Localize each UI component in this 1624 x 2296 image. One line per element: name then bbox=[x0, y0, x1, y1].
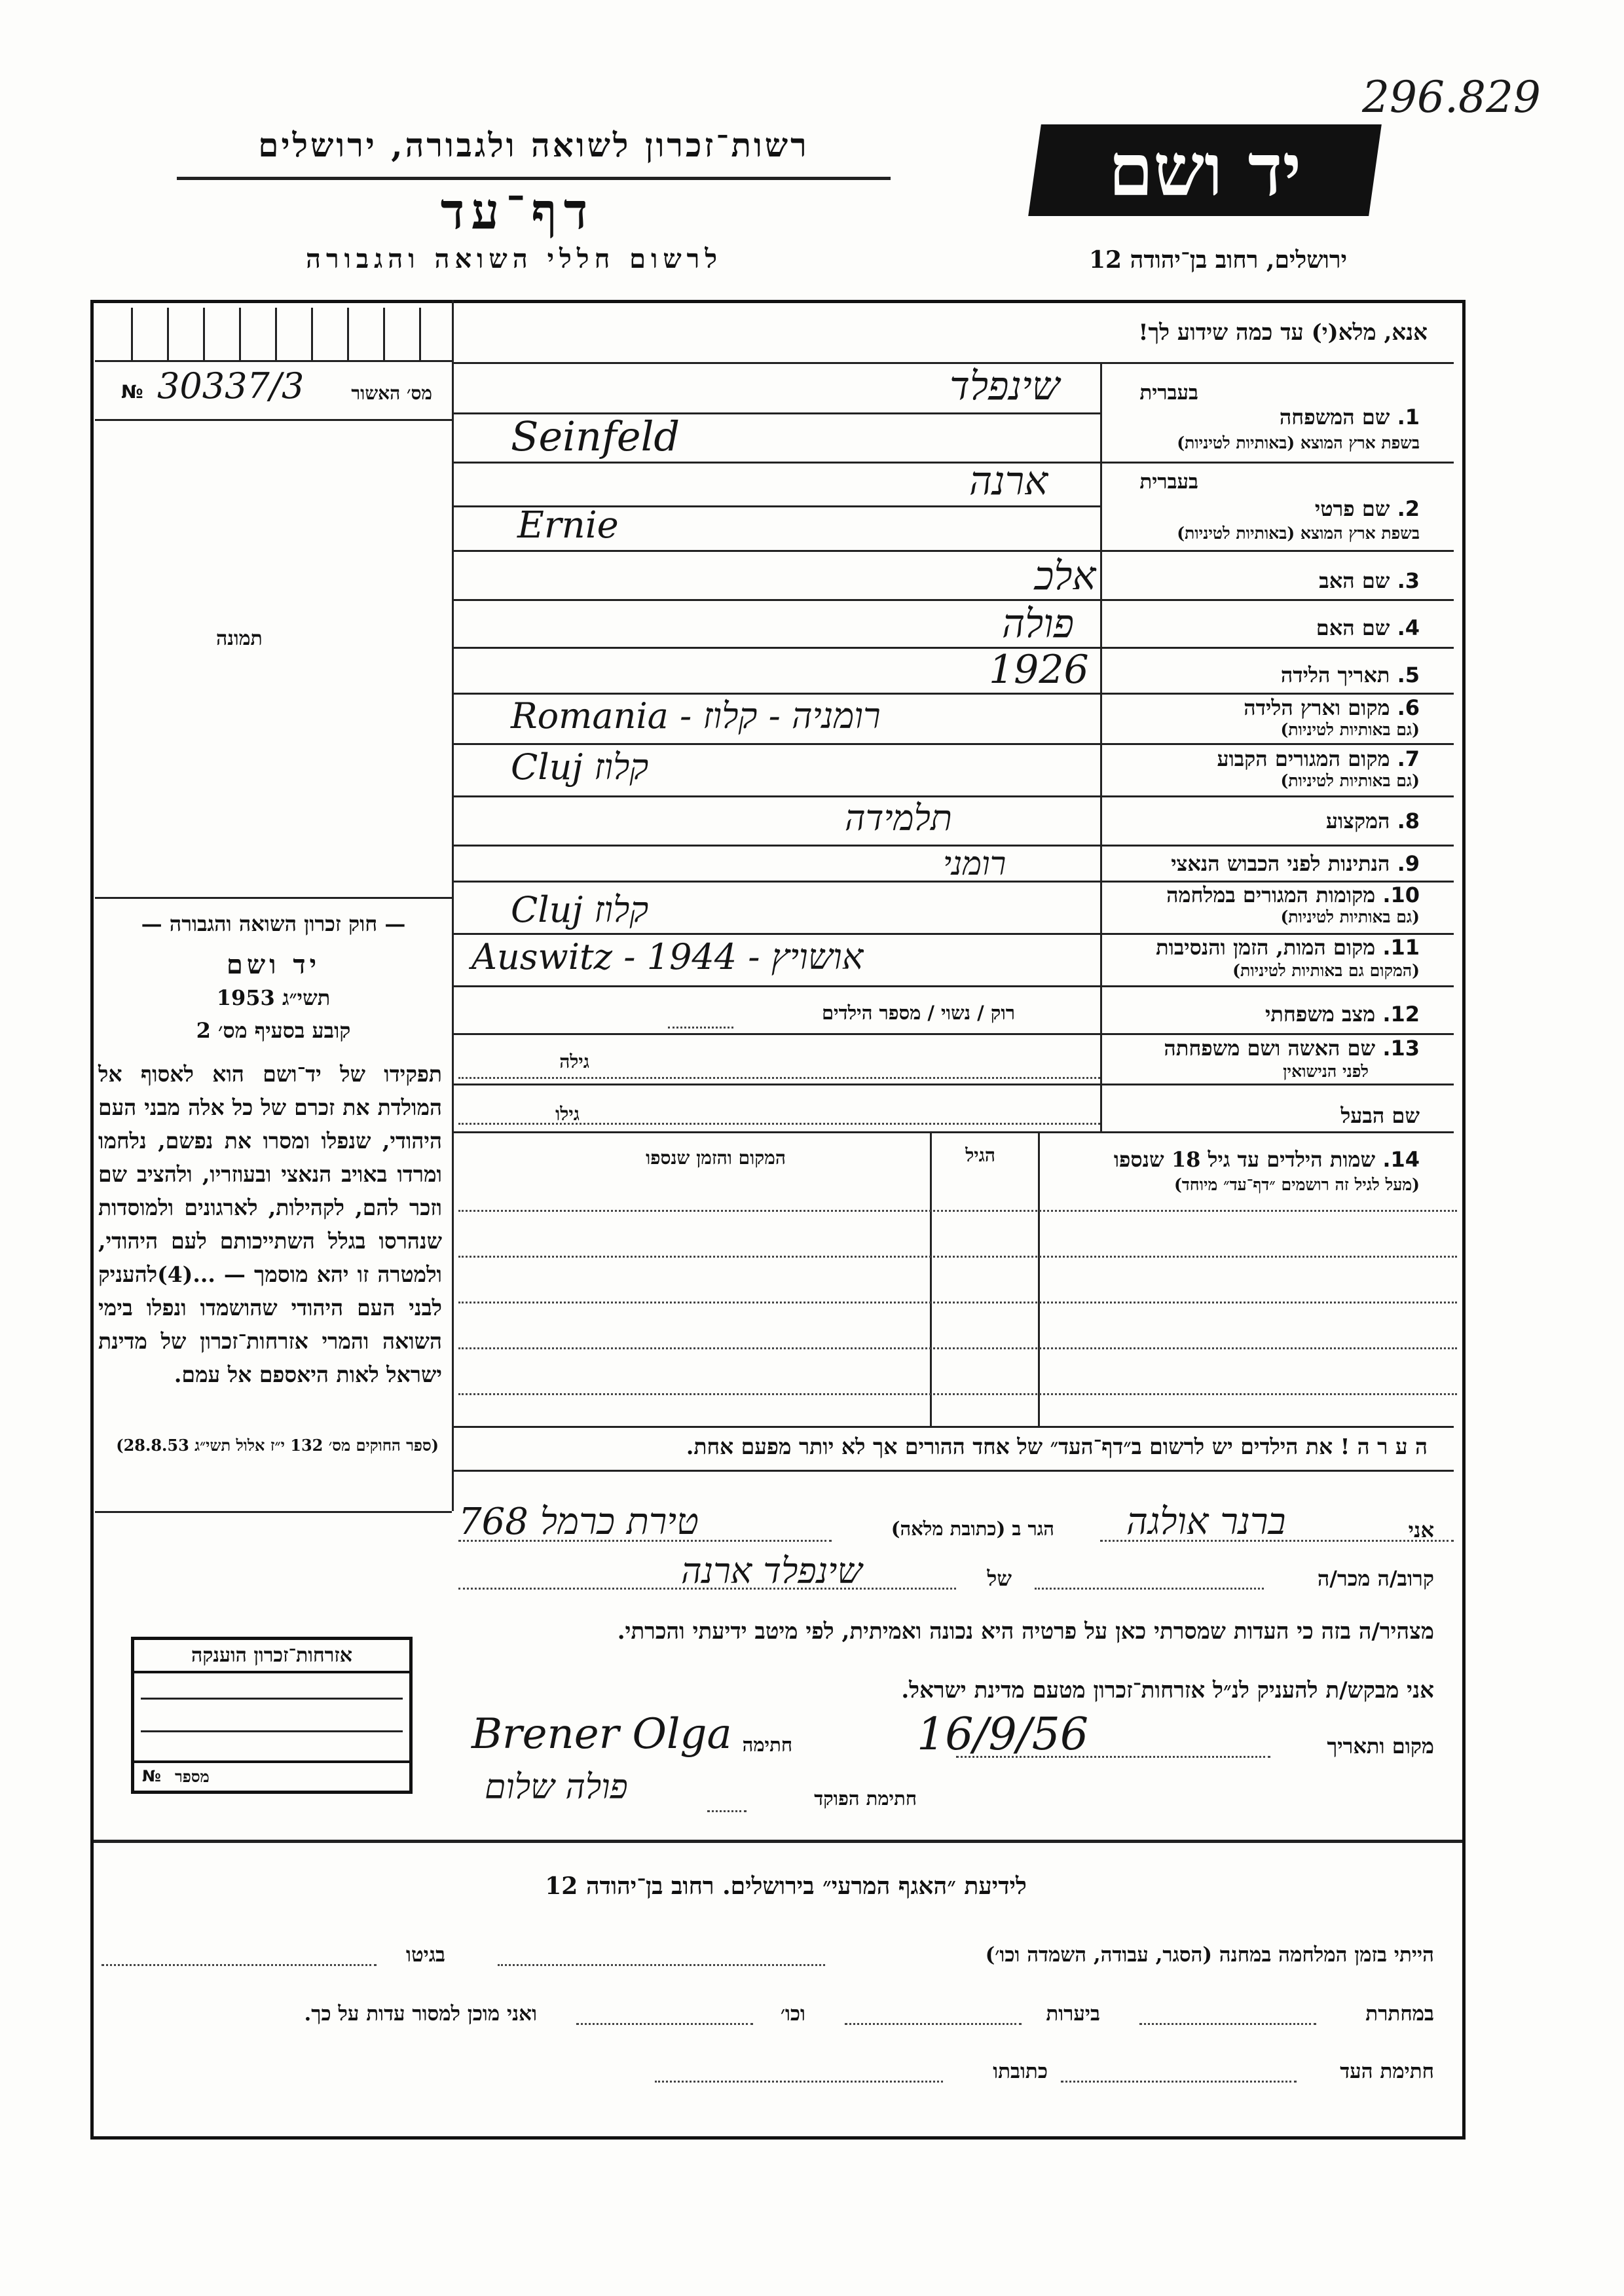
field-2-heb-value[interactable]: ארנה bbox=[969, 458, 1048, 504]
bottom-line2-forests: ביערות bbox=[1046, 2002, 1100, 2026]
field-5-rule bbox=[452, 693, 1454, 695]
field-12-dots bbox=[668, 1027, 733, 1029]
field-4-label bbox=[1316, 615, 1420, 640]
field-1-sub: בשפת ארץ המוצא (באותיות לטיניות) bbox=[1177, 433, 1420, 452]
left-column-divider bbox=[452, 300, 454, 1511]
field-6-sub: (גם באותיות לטיניות) bbox=[1280, 720, 1420, 739]
bottom-line2-dots-b bbox=[845, 2023, 1022, 2025]
relation-line bbox=[1035, 1588, 1264, 1590]
field-6-number: 6. bbox=[1397, 695, 1420, 720]
field-4-value[interactable]: פולה bbox=[1002, 601, 1075, 647]
field-10-sub: (גם באותיות לטיניות) bbox=[1280, 907, 1420, 926]
field-3-number: 3. bbox=[1397, 568, 1420, 593]
children-row-2 bbox=[458, 1256, 1457, 1258]
field-7-sub: (גם באותיות לטיניות) bbox=[1280, 771, 1420, 790]
of-label: של bbox=[987, 1566, 1012, 1591]
field-10-name: מקומות המגורים במלחמה bbox=[1166, 883, 1376, 907]
field-9-name: הנתינות לפני הכבוש הנאצי bbox=[1171, 851, 1390, 876]
field-13-sub: לפני הנישואין bbox=[1283, 1062, 1369, 1081]
field-7-value[interactable]: Cluj קלוז bbox=[511, 746, 649, 788]
relation-label: קרוב/ה מכר/ה bbox=[1317, 1566, 1434, 1591]
field-11-label bbox=[1156, 935, 1420, 960]
children-number: 14. bbox=[1382, 1147, 1420, 1172]
of-value[interactable]: שינפלד ארנה bbox=[681, 1550, 862, 1592]
children-row-1 bbox=[458, 1210, 1457, 1212]
field-8-value[interactable]: תלמידה bbox=[845, 797, 952, 839]
bottom-line1-dots bbox=[498, 1964, 825, 1966]
field-11-number: 11. bbox=[1382, 935, 1420, 960]
field-2-name: שם פרטי bbox=[1314, 496, 1390, 521]
children-col-divider-2 bbox=[1038, 1131, 1040, 1426]
date-value[interactable]: 16/9/56 bbox=[917, 1709, 1089, 1760]
citizenship-box-footer bbox=[134, 1760, 409, 1791]
field-4-name: שם האם bbox=[1316, 615, 1390, 640]
field-9-value[interactable]: רומני bbox=[943, 845, 1006, 883]
form-subtitle: לרשום חללי השואה והגבורה bbox=[305, 244, 723, 274]
declaration-statement: מצהיר/ה בזה כי העדות שמסרתי כאן על פרטיה היא נכונה ואמיתית, לפי מיטב ידיעתי והכרתי. bbox=[617, 1618, 1434, 1645]
law-year: תשי״ג 1953 bbox=[216, 985, 331, 1010]
field-2-rule bbox=[452, 550, 1454, 552]
archive-number: 296.829 bbox=[1362, 72, 1541, 122]
bottom-line3-address: כתובתו bbox=[993, 2060, 1048, 2083]
children-sub: (מעל לגיל זה רושמים ״דף־עד״ מיוחד) bbox=[1173, 1175, 1420, 1194]
field-9-number: 9. bbox=[1397, 851, 1420, 876]
field-4-number: 4. bbox=[1397, 615, 1420, 640]
field-2-sub: בשפת ארץ המוצא (באותיות לטיניות) bbox=[1177, 524, 1420, 543]
field-7-label bbox=[1217, 746, 1420, 771]
citizenship-box-line-1 bbox=[141, 1698, 403, 1700]
field-11-name: מקום המות, הזמן והנסיבות bbox=[1156, 935, 1376, 960]
bottom-line1-end-dots bbox=[101, 1964, 377, 1966]
children-row-5 bbox=[458, 1393, 1457, 1395]
field-10-number: 10. bbox=[1382, 883, 1420, 907]
husband-dots bbox=[458, 1123, 1100, 1125]
field-13-number: 13. bbox=[1382, 1036, 1420, 1061]
signature-label: חתימה bbox=[742, 1734, 792, 1756]
bottom-heading: לידיעת ״האגף המרעי״ בירושלים. רחוב בן־יהודה 12 bbox=[545, 1872, 1027, 1900]
place-date-label: מקום ותאריך bbox=[1327, 1734, 1434, 1758]
children-label bbox=[1114, 1147, 1420, 1172]
field-7-rule bbox=[452, 795, 1454, 797]
field-10-label bbox=[1166, 883, 1420, 907]
field-12-options[interactable]: רוק / נשוי / מספר הילדים bbox=[821, 1002, 1015, 1024]
approval-bottom-rule bbox=[95, 419, 452, 421]
field-10-value[interactable]: Cluj קלוז bbox=[511, 889, 649, 930]
field-1-name: שם המשפחה bbox=[1279, 405, 1390, 429]
husband-age-label: גילו bbox=[555, 1103, 580, 1125]
declarant-name[interactable]: ברנר אולגה bbox=[1126, 1501, 1286, 1543]
law-clause: קובע בסעיף מס׳ 2 bbox=[196, 1018, 351, 1043]
field-3-rule bbox=[452, 599, 1454, 601]
bottom-line3-witness: חתימת העד bbox=[1340, 2060, 1434, 2083]
officer-line bbox=[707, 1810, 747, 1812]
of-line bbox=[458, 1588, 956, 1590]
signature-value[interactable]: Brener Olga bbox=[471, 1710, 732, 1758]
label-column-divider bbox=[1100, 362, 1102, 1131]
field-11-rule bbox=[452, 985, 1454, 987]
citizenship-box-line-2 bbox=[141, 1730, 403, 1732]
field-6-label bbox=[1244, 695, 1420, 720]
field-13-name: שם האשה ושם משפחתה bbox=[1164, 1036, 1376, 1061]
field-5-name: תאריך הלידה bbox=[1280, 663, 1390, 687]
yad-vashem-logo bbox=[1028, 124, 1382, 216]
field-1-number: 1. bbox=[1397, 405, 1420, 429]
field-1-rule bbox=[452, 462, 1454, 464]
field-12-name: מצב משפחתי bbox=[1265, 1002, 1376, 1027]
approval-top-rule bbox=[95, 360, 452, 362]
bottom-line1-text: הייתי בזמן המלחמה במחנה (הסגר, עבודה, השמדה וכו׳) bbox=[985, 1943, 1434, 1967]
field-1-label bbox=[1280, 405, 1420, 429]
husband-rule bbox=[452, 1131, 1454, 1133]
children-bottom-rule bbox=[452, 1426, 1454, 1428]
law-title: — חוק זכרון השואה והגבורה — bbox=[141, 911, 406, 936]
children-title: שמות הילדים עד גיל 18 שנספו bbox=[1113, 1147, 1376, 1172]
field-12-number: 12. bbox=[1382, 1002, 1420, 1027]
lives-label: הגר ב (כתובת מלאה) bbox=[891, 1518, 1054, 1540]
field-1-heb-value[interactable]: שינפלד bbox=[950, 363, 1060, 409]
children-row-4 bbox=[458, 1347, 1457, 1349]
bottom-line2-etc: וכו׳ bbox=[780, 2002, 805, 2026]
header-rule bbox=[177, 177, 891, 180]
husband-label: שם הבעל bbox=[1340, 1103, 1420, 1128]
field-2-number: 2. bbox=[1397, 496, 1420, 521]
field-3-label bbox=[1319, 568, 1420, 593]
field-11-sub: (המקום גם באותיות לטיניות) bbox=[1232, 961, 1420, 980]
citizenship-no-symbol: № bbox=[142, 1767, 161, 1785]
field-6-name: מקום וארץ הלידה bbox=[1244, 695, 1390, 720]
children-col-place: המקום והזמן שנספו bbox=[646, 1147, 786, 1169]
bottom-line2-underground: במחתרת bbox=[1365, 2002, 1434, 2026]
field-13-rule bbox=[452, 1084, 1454, 1085]
children-row-3 bbox=[458, 1302, 1457, 1303]
citizenship-number-label: מספר bbox=[175, 1767, 210, 1786]
children-col-age: הגיל bbox=[965, 1144, 995, 1166]
field-13-label bbox=[1164, 1036, 1420, 1061]
declaration-request: אני מבקש/ת להעניק לנ״ל אזרחות־זכרון מטעם מדינת ישראל. bbox=[901, 1677, 1434, 1704]
bottom-line2-end: ואני מוכן למסור עדות על כך. bbox=[304, 2002, 537, 2026]
declaration-i: אני bbox=[1408, 1518, 1434, 1542]
field-6-rule bbox=[452, 743, 1454, 745]
organization-name: רשות־זכרון לשואה ולגבורה, ירושלים bbox=[258, 126, 809, 164]
citizenship-box bbox=[131, 1637, 413, 1794]
law-body: תפקידו של יד־ושם הוא לאסוף אל המולדת את זכרם של כל אלה מבני העם היהודי, שנפלו ומסרו את נפשם, נלחמו ומרדו באויב הנאצי ובעוזריו, ולהציב שם וזכר להם, לקהילות, לארגונים ולמוסדות שנהרסו בגלל השתייכותם לעם היהודי, ולמטרה זו יהא מוסמך — ...(4)להעניק לבני העם היהודי שהושמדו ונפלו בימי השואה והמרי אזרחות־זכרון של מדינת ישראל לאות היאספם אל עמם. bbox=[98, 1061, 442, 1387]
field-13-dots bbox=[458, 1077, 1100, 1079]
declarant-address[interactable]: טירת כרמל 768 bbox=[458, 1501, 699, 1543]
field-13-age-label: גילה bbox=[559, 1051, 589, 1072]
photo-label: תמונה bbox=[216, 627, 263, 650]
logo-text: יד ושם bbox=[1108, 128, 1302, 212]
field-2-latin-value[interactable]: Ernie bbox=[517, 504, 619, 547]
bottom-line3-dots-b bbox=[655, 2081, 943, 2083]
approval-number[interactable]: 30337/3 bbox=[157, 365, 304, 407]
field-11-value[interactable]: Auswitz - 1944 - אושויץ bbox=[471, 936, 864, 977]
children-col-divider-1 bbox=[930, 1131, 932, 1426]
address-line bbox=[458, 1540, 832, 1542]
address: ירושלים, רחוב בן־יהודה 12 bbox=[1088, 246, 1348, 274]
field-4-rule bbox=[452, 647, 1454, 649]
approval-label: מס׳ האשור bbox=[351, 382, 432, 404]
intro-text: אנא, מלא(י) עד כמה שידוע לך! bbox=[1138, 319, 1428, 346]
field-7-name: מקום המגורים הקבוע bbox=[1217, 746, 1390, 771]
bottom-line1-end: בגיטו bbox=[406, 1943, 445, 1967]
field-2-label bbox=[1315, 496, 1420, 521]
field-1-heb-tag: בעברית bbox=[1139, 381, 1198, 405]
declarant-name-line bbox=[1100, 1540, 1454, 1542]
photo-bottom-rule bbox=[95, 897, 452, 899]
officer-signature[interactable]: פולה שלום bbox=[485, 1768, 628, 1807]
field-3-name: שם האב bbox=[1319, 568, 1390, 593]
field-12-label bbox=[1265, 1002, 1420, 1027]
officer-label: חתימת הפוקד bbox=[814, 1787, 917, 1810]
field-2-heb-tag: בעברית bbox=[1139, 470, 1198, 494]
form-title: דף־עד bbox=[440, 182, 595, 240]
note-rule bbox=[452, 1470, 1454, 1472]
law-reference: (ספר החוקים מס׳ 132 י״ז אלול תשי״ג 28.8.53) bbox=[116, 1436, 439, 1455]
field-12-rule bbox=[452, 1033, 1454, 1035]
field-9-label bbox=[1171, 851, 1420, 876]
bottom-line2-dots-a bbox=[1139, 2023, 1316, 2025]
bottom-line3-dots-a bbox=[1061, 2081, 1297, 2083]
field-8-number: 8. bbox=[1397, 809, 1420, 833]
field-5-number: 5. bbox=[1397, 663, 1420, 687]
field-7-number: 7. bbox=[1397, 746, 1420, 771]
note-text: ה ע ר ה ! את הילדים יש לרשום ב״דף־העד״ של אחד ההורים אך לא יותר מפעם אחת. bbox=[686, 1434, 1428, 1459]
field-1-latin-value[interactable]: Seinfeld bbox=[511, 412, 680, 460]
field-5-label bbox=[1281, 663, 1420, 687]
approval-no-symbol: № bbox=[121, 381, 143, 403]
law-logo: יד ושם bbox=[226, 949, 321, 980]
citizenship-box-title: אזרחות־זכרון הוענקה bbox=[134, 1640, 409, 1673]
field-8-label bbox=[1326, 809, 1420, 833]
field-8-name: המקצוע bbox=[1325, 809, 1390, 833]
bottom-line2-dots-c bbox=[576, 2023, 753, 2025]
law-bottom-rule bbox=[95, 1511, 452, 1513]
field-5-value[interactable]: 1926 bbox=[989, 647, 1089, 693]
bottom-section-rule bbox=[94, 1840, 1462, 1843]
field-3-value[interactable]: אלכ bbox=[1035, 553, 1096, 599]
field-6-value[interactable]: Romania - רומניה - קלוז bbox=[511, 695, 881, 737]
